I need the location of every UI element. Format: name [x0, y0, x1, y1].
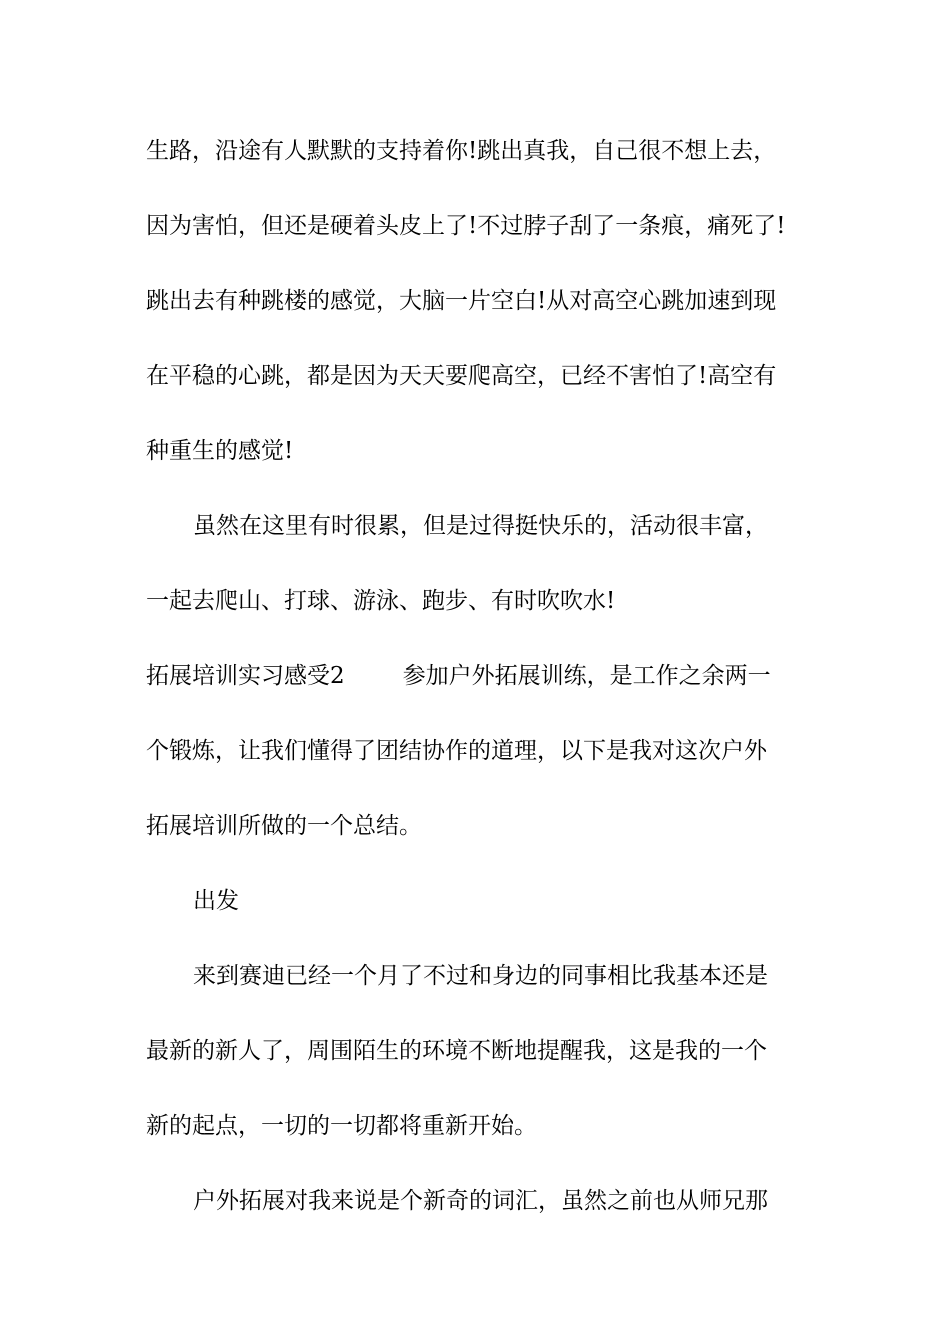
paragraph-text: 参加户外拓展训练，是工作之余两一: [402, 663, 771, 689]
paragraph-line: 最新的新人了，周围陌生的环境不断地提醒我，这是我的一个: [146, 1038, 767, 1064]
paragraph-line: 种重生的感觉!: [146, 438, 294, 464]
paragraph-line: 户外拓展对我来说是个新奇的词汇，虽然之前也从师兄那: [193, 1188, 768, 1214]
paragraph-line: 因为害怕，但还是硬着头皮上了!不过脖子刮了一条痕，痛死了!: [146, 213, 786, 239]
paragraph-line: 新的起点，一切的一切都将重新开始。: [146, 1113, 537, 1139]
paragraph-line: 来到赛迪已经一个月了不过和身边的同事相比我基本还是: [193, 963, 768, 989]
paragraph-line: 一起去爬山、打球、游泳、跑步、有时吹吹水!: [146, 588, 616, 614]
section-line: [146, 661, 836, 691]
paragraph-line: 生路，沿途有人默默的支持着你!跳出真我，自己很不想上去，: [146, 138, 777, 164]
paragraph-line: 在平稳的心跳，都是因为天天要爬高空，已经不害怕了!高空有: [146, 363, 777, 389]
subheading: 出发: [193, 888, 239, 914]
paragraph-line: 跳出去有种跳楼的感觉，大脑一片空白!从对高空心跳加速到现: [146, 288, 777, 314]
paragraph-line: 个锻炼，让我们懂得了团结协作的道理，以下是我对这次户外: [146, 738, 767, 764]
section-title: 拓展培训实习感受2: [146, 663, 345, 689]
paragraph-line: 拓展培训所做的一个总结。: [146, 813, 422, 839]
paragraph-line: 虽然在这里有时很累，但是过得挺快乐的，活动很丰富，: [193, 513, 768, 539]
